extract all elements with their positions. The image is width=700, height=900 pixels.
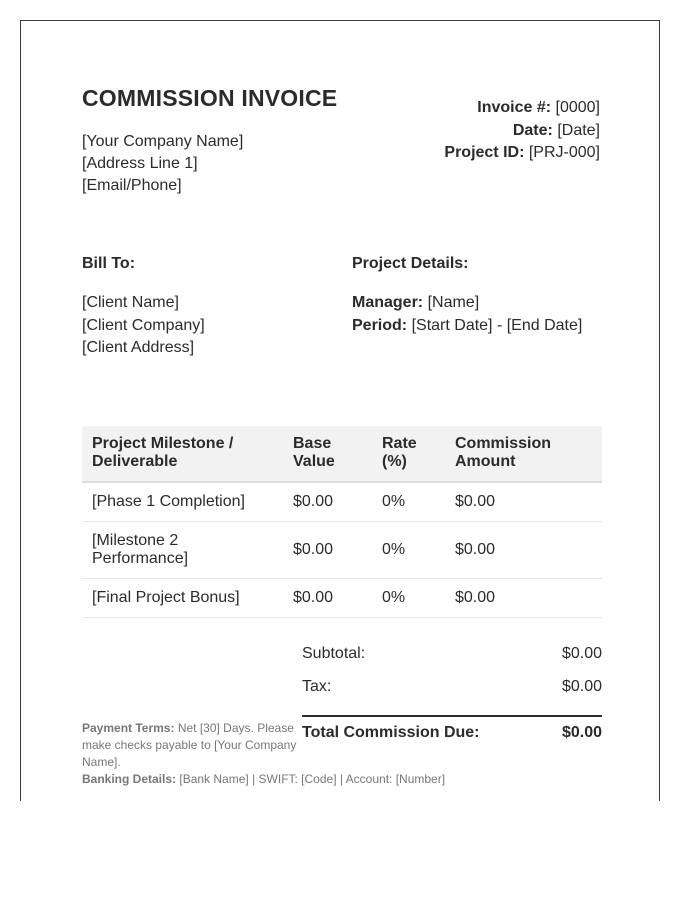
- company-contact: [Email/Phone]: [82, 177, 182, 194]
- payment-terms-text: Net [30] Days. Please make checks payable to [Your Company Name].: [82, 721, 297, 769]
- invoice-title: COMMISSION INVOICE: [82, 85, 338, 111]
- manager-label: Manager:: [352, 294, 424, 311]
- banking-details: [82, 771, 445, 788]
- period-label: Period:: [352, 316, 408, 334]
- milestone-cell: [Phase 1 Completion]: [82, 482, 283, 521]
- project-id-line: [444, 142, 600, 165]
- project-id-value: [PRJ-000]: [528, 144, 600, 161]
- base-value-cell: $0.00: [283, 482, 372, 521]
- company-name: [Your Company Name]: [82, 133, 244, 150]
- line-items-table: [82, 426, 602, 618]
- rate-cell: 0%: [372, 482, 445, 521]
- total-label: Total Commission Due:: [302, 724, 480, 741]
- tax-row: [302, 675, 602, 708]
- company-address: [Address Line 1]: [82, 155, 198, 172]
- invoice-date-label: Date:: [512, 121, 553, 139]
- column-header-milestone: Project Milestone / Deliverable: [82, 426, 283, 482]
- total-value: $0.00: [561, 724, 602, 741]
- table-header-row: [82, 426, 602, 482]
- column-header-base-value: Base Value: [283, 426, 372, 482]
- period-line: [352, 315, 582, 338]
- table-row: [82, 521, 602, 578]
- client-address: [Client Address]: [82, 339, 195, 356]
- table-row: [82, 482, 602, 521]
- table-row: [82, 578, 602, 617]
- milestone-cell: [Final Project Bonus]: [82, 578, 283, 617]
- banking-details-text: [Bank Name] | SWIFT: [Code] | Account: [Number]: [179, 772, 446, 786]
- milestone-cell: [Milestone 2 Performance]: [82, 521, 283, 578]
- total-row: [302, 715, 602, 745]
- base-value-cell: $0.00: [283, 521, 372, 578]
- rate-cell: 0%: [372, 521, 445, 578]
- banking-details-label: Banking Details:: [82, 772, 177, 786]
- column-header-commission: Commission Amount: [445, 426, 602, 482]
- invoice-date-line: [444, 120, 600, 143]
- tax-value: $0.00: [561, 678, 602, 695]
- project-details-heading: Project Details:: [352, 255, 469, 272]
- bill-to-block: [82, 292, 205, 360]
- client-name: [Client Name]: [82, 294, 179, 311]
- invoice-number-line: [444, 97, 600, 120]
- period-value: [Start Date] - [End Date]: [411, 316, 583, 334]
- client-company: [Client Company]: [82, 316, 205, 334]
- invoice-page: [20, 20, 660, 801]
- commission-cell: $0.00: [445, 578, 602, 617]
- totals-summary: [302, 642, 602, 745]
- sender-info: [82, 131, 243, 197]
- subtotal-label: Subtotal:: [302, 645, 366, 662]
- bill-to-heading: Bill To:: [82, 255, 136, 272]
- invoice-number-value: [0000]: [555, 99, 600, 116]
- invoice-meta: [444, 97, 600, 165]
- tax-label: Tax:: [302, 678, 332, 695]
- column-header-rate: Rate (%): [372, 426, 445, 482]
- manager-value: [Name]: [427, 294, 480, 311]
- manager-line: [352, 292, 582, 315]
- subtotal-row: [302, 642, 602, 675]
- base-value-cell: $0.00: [283, 578, 372, 617]
- rate-cell: 0%: [372, 578, 445, 617]
- commission-cell: $0.00: [445, 521, 602, 578]
- payment-terms: [82, 720, 302, 771]
- commission-cell: $0.00: [445, 482, 602, 521]
- subtotal-value: $0.00: [561, 645, 602, 662]
- invoice-date-value: [Date]: [557, 121, 600, 139]
- project-details-block: [352, 292, 582, 337]
- payment-terms-label: Payment Terms:: [82, 721, 175, 735]
- project-id-label: Project ID:: [444, 144, 525, 161]
- invoice-number-label: Invoice #:: [477, 99, 552, 116]
